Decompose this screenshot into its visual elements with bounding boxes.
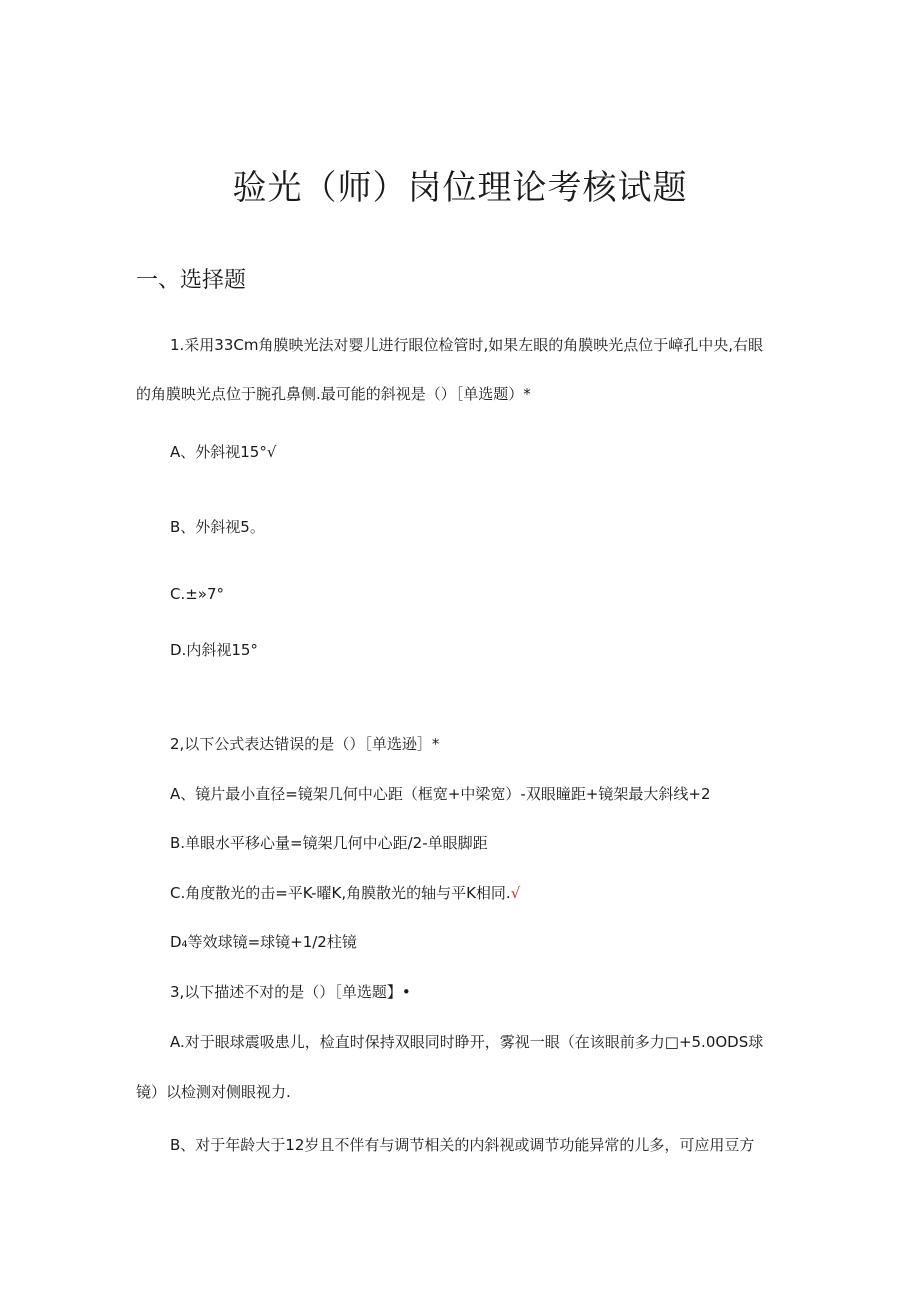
- option-text: A、镜片最小直径=镜架几何中心距（框宽+中梁宽）-双眼瞳距+镜架最大斜线+2: [170, 785, 711, 803]
- option-text: C.角度散光的击=平K-曜K,角膜散光的轴与平K相同.: [170, 884, 511, 902]
- correct-mark-icon: √: [510, 884, 521, 902]
- question-3-stem: 3,以下描述不对的是（）［单选题】•: [170, 983, 411, 1001]
- page-title: 验光（师）岗位理论考核试题: [232, 168, 688, 208]
- option-text: D₄等效球镜=球镜+1/2柱镜: [170, 933, 357, 951]
- question-1-option-d: [170, 638, 258, 662]
- option-text: D.内斜视15°: [170, 641, 258, 659]
- question-1-stem-line-1: 1.采用33Cm角膜映光法对婴儿进行眼位检管时,如果左眼的角膜映光点位于嶂孔中央,右眼: [170, 336, 764, 354]
- correct-mark-icon: √: [266, 443, 277, 461]
- option-text: B.单眼水平移心量=镜架几何中心距/2-单眼脚距: [170, 834, 488, 852]
- question-1-stem-line-2: 的角膜映光点位于腕孔鼻侧.最可能的斜视是（）［单选题）*: [136, 385, 531, 403]
- question-3-option-b: B、对于年龄大于12岁且不伴有与调节相关的内斜视或调节功能异常的儿多，可应用豆方: [170, 1136, 755, 1154]
- question-1-option-c: [170, 582, 224, 606]
- option-text: A、外斜视15°: [170, 443, 267, 461]
- question-2-option-d: [170, 930, 357, 954]
- question-3-option-a-line-1: A.对于眼球震吸患儿，检直时保持双眼同时睁开，雾视一眼（在该眼前多力□+5.0ODS球: [170, 1033, 764, 1051]
- question-2-stem: 2,以下公式表达错误的是（）［单选逊］*: [170, 735, 440, 753]
- question-1-option-b: [170, 515, 265, 539]
- option-text: B、外斜视5。: [170, 518, 265, 536]
- section-heading: 一、选择题: [136, 268, 247, 293]
- question-3-option-a-line-2: 镜）以检测对侧眼视力.: [136, 1083, 291, 1101]
- question-2-option-a: [170, 782, 711, 806]
- question-1-option-a: [170, 440, 276, 464]
- question-2-option-b: [170, 831, 488, 855]
- option-text: C.±»7°: [170, 585, 225, 603]
- question-2-option-c: [170, 881, 520, 905]
